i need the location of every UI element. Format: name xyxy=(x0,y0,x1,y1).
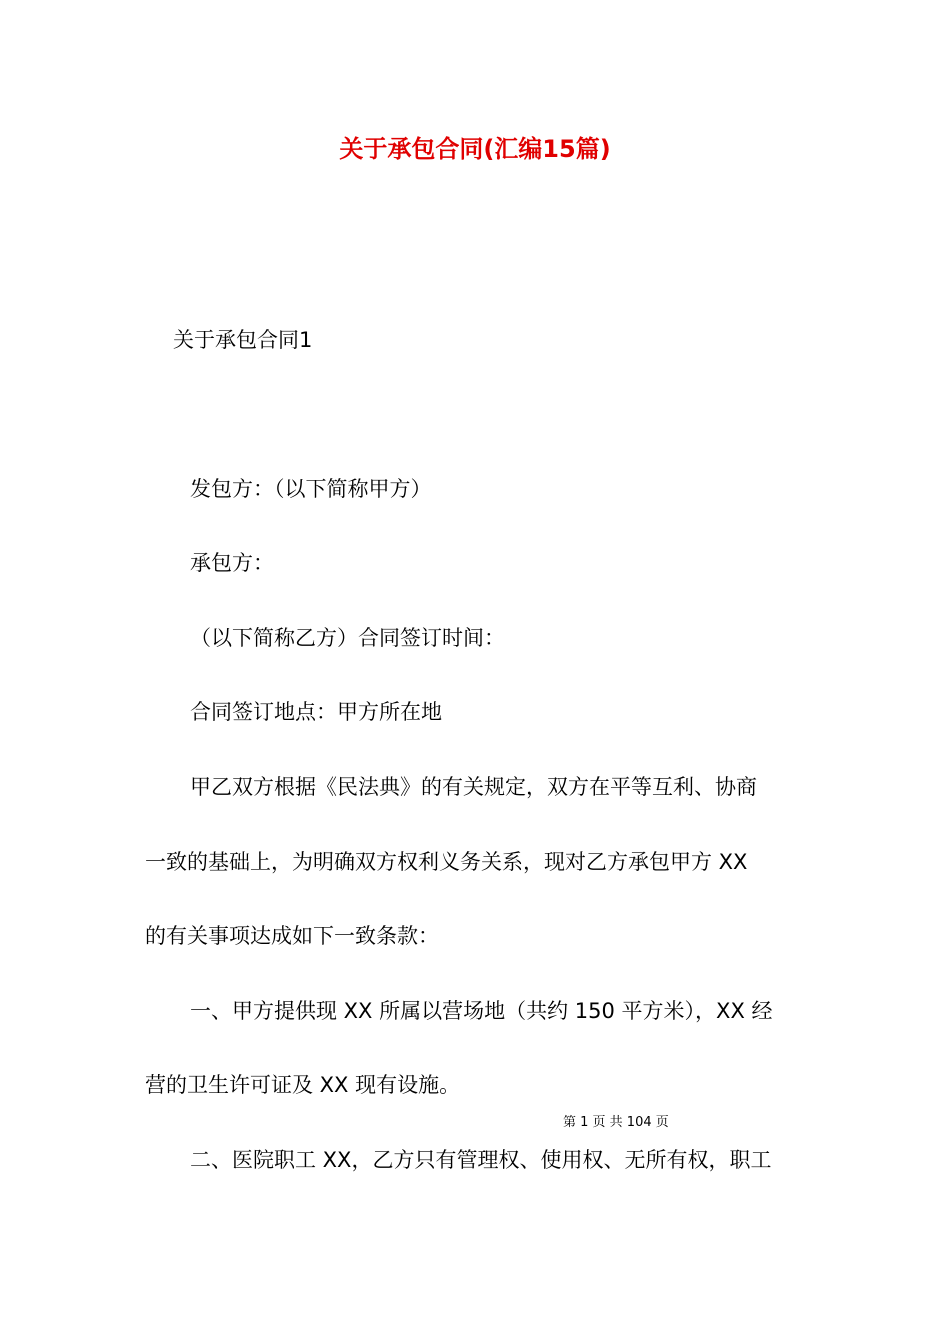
paragraph-line: 二、医院职工 XX，乙方只有管理权、使用权、无所有权，职工 xyxy=(190,1148,772,1172)
paragraph-line: 一致的基础上，为明确双方权利义务关系，现对乙方承包甲方 XX xyxy=(145,850,748,874)
paragraph-line: 合同签订地点：甲方所在地 xyxy=(190,700,442,724)
page-footer: 第 1 页 共 104 页 xyxy=(563,1115,669,1130)
paragraph-line: 承包方： xyxy=(190,551,274,575)
section-heading: 关于承包合同1 xyxy=(173,328,313,352)
paragraph-line: （以下简称乙方）合同签订时间： xyxy=(190,626,505,650)
paragraph-line: 发包方：（以下简称甲方） xyxy=(190,477,432,501)
document-title: 关于承包合同(汇编15篇) xyxy=(339,135,611,163)
paragraph-line: 的有关事项达成如下一致条款： xyxy=(145,924,439,948)
paragraph-line: 营的卫生许可证及 XX 现有设施。 xyxy=(145,1073,461,1097)
paragraph-line: 一、甲方提供现 XX 所属以营场地（共约 150 平方米），XX 经 xyxy=(190,999,773,1023)
paragraph-line: 甲乙双方根据《民法典》的有关规定，双方在平等互利、协商 xyxy=(190,775,757,799)
